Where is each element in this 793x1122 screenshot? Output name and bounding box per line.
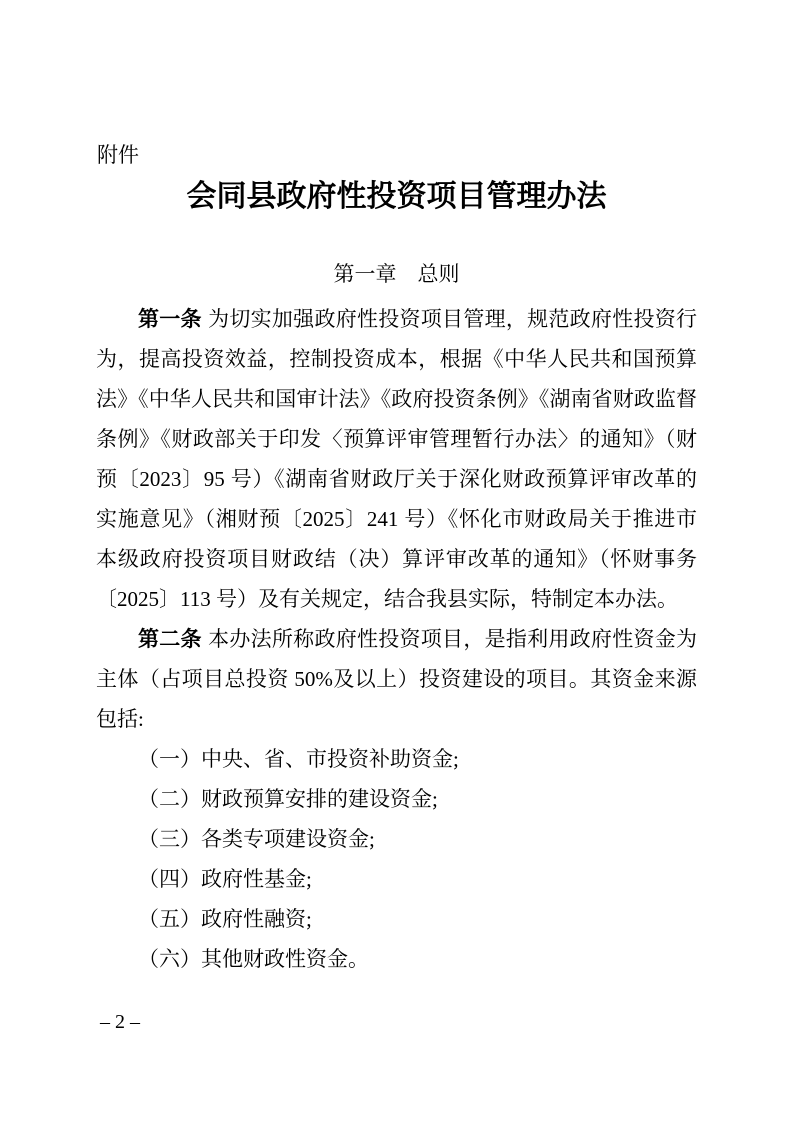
list-item-2: （二）财政预算安排的建设资金;	[138, 787, 438, 811]
chapter-heading: 第一章 总则	[333, 263, 460, 286]
document-title: 会同县政府性投资项目管理办法	[186, 180, 607, 213]
article-2-paragraph	[96, 619, 697, 739]
attachment-label: 附件	[97, 144, 139, 167]
page-number: – 2 –	[100, 1011, 140, 1033]
list-item-3: （三）各类专项建设资金;	[138, 827, 375, 851]
document-body	[96, 299, 697, 979]
list-item-4: （四）政府性基金;	[138, 867, 312, 891]
list-item-6: （六）其他财政性资金。	[138, 947, 369, 971]
list-item-1: （一）中央、省、市投资补助资金;	[138, 747, 459, 771]
article-1-text: 为切实加强政府性投资项目管理，规范政府性投资行为，提高投资效益，控制投资成本，根据《中华人民共和国预算法》《中华人民共和国审计法》《政府投资条例》《湖南省财政监督条例》《财政部关于印发〈预算评审管理暂行办法〉的通知》（财预〔2023〕95 号）《湖南省财政厅关于深化财政预算评审改革的实施意见》（湘财预〔2025〕241 号）《怀化市财政局关于推进市本级政府投资项目财政结（决）算评审改革的通知》（怀财事务〔2025〕113 号）及有关规定，结合我县实际，特制定本办法。	[96, 307, 698, 611]
article-1-paragraph	[96, 299, 697, 619]
article-1-number: 第一条	[138, 307, 202, 331]
article-2-number: 第二条	[138, 627, 202, 651]
article-2-text: 本办法所称政府性投资项目，是指利用政府性资金为主体（占项目总投资 50%及以上）投资建设的项目。其资金来源包括:	[96, 627, 698, 731]
list-item-5: （五）政府性融资;	[138, 907, 312, 931]
